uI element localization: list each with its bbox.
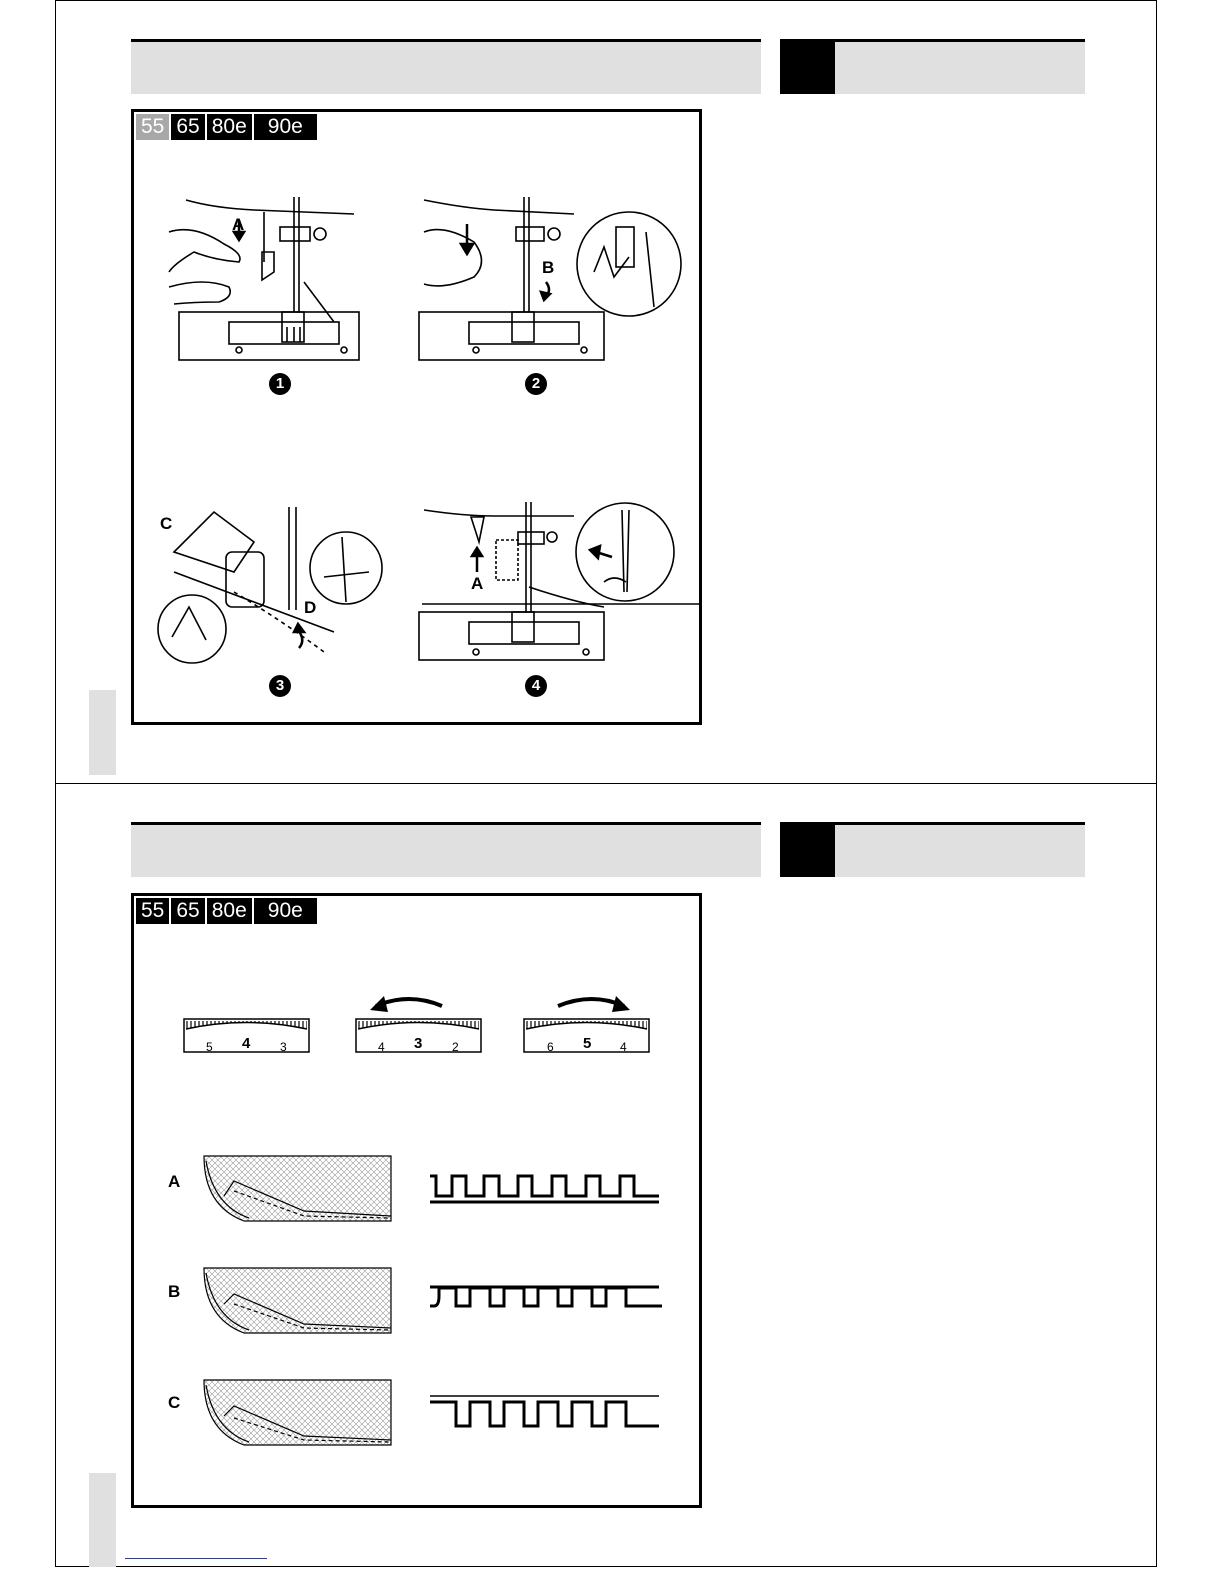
row-label-b: B [168,1282,181,1301]
model-tab-80e: 80e [207,114,254,140]
step-number-2: 2 [525,373,547,395]
stitch-diagram-c [430,1396,659,1426]
tension-figure-box [131,893,702,1508]
model-tab-65: 65 [171,898,206,924]
dial-3-number-right: 4 [620,1040,627,1054]
callout-a-step4: A [471,574,484,593]
bottom-header-bar [131,822,761,877]
callout-d: D [304,598,317,617]
figure-4-drawing [419,502,699,660]
threading-illustrations [134,112,699,722]
model-tab-55: 55 [136,898,171,924]
model-tab-80e: 80e [207,898,254,924]
model-tab-90e: 90e [254,114,317,140]
row-label-a: A [168,1172,181,1191]
bottom-right-header-block [780,825,835,877]
row-label-c: C [168,1393,181,1412]
callout-a-step1: A [232,215,245,234]
threading-figure-box [131,109,702,725]
step-number-4: 4 [525,675,547,697]
dial-3-number-left: 6 [547,1040,554,1054]
fabric-swatch-b [204,1268,391,1333]
top-right-header-block [780,42,835,94]
model-tab-65: 65 [171,114,206,140]
page-divider [55,783,1157,784]
step-number-1: 1 [269,373,291,395]
dial-1-number-left: 5 [206,1040,213,1054]
stitch-diagram-a [430,1176,659,1202]
bottom-side-tab [89,1473,116,1567]
fabric-swatch-c [204,1380,391,1445]
callout-c: C [160,514,173,533]
model-tab-55: 55 [136,114,171,140]
figure-2-drawing [419,197,681,360]
dial-3-number-center: 5 [583,1035,592,1052]
top-header-bar [131,39,761,94]
step-number-3: 3 [269,675,291,697]
footer-link-underline [125,1558,267,1559]
figure-1-drawing [169,197,359,360]
stitch-diagram-b [430,1287,662,1306]
top-side-tab [89,690,116,775]
dial-1-number-right: 3 [280,1040,287,1054]
callout-b: B [542,258,555,277]
dial-1-number-center: 4 [242,1035,251,1052]
fabric-swatch-a [204,1156,391,1221]
dial-2-number-right: 2 [452,1040,459,1054]
model-tab-90e: 90e [254,898,317,924]
figure-3-drawing [158,507,382,663]
dial-2-number-center: 3 [414,1035,423,1052]
tension-illustrations [134,896,699,1505]
dial-2-number-left: 4 [378,1040,385,1054]
